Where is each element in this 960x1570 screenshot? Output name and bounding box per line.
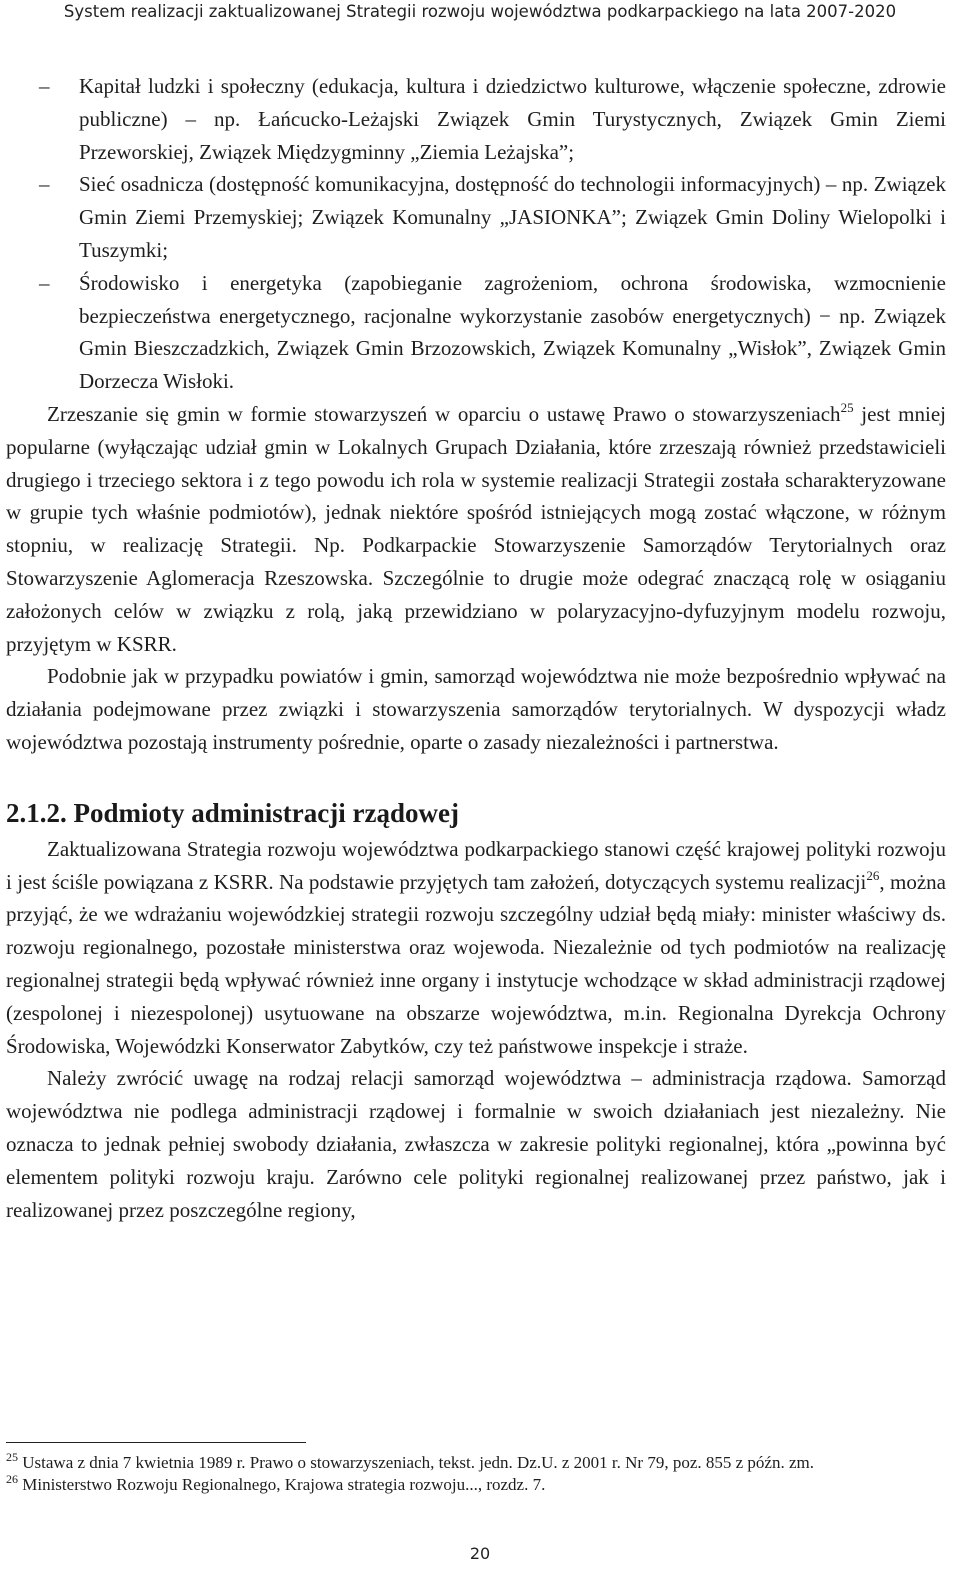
- running-header: System realizacji zaktualizowanej Strategii rozwoju województwa podkarpackiego na lata 2007-2020: [63, 2, 897, 21]
- document-body: [6, 70, 946, 1226]
- paragraph-associations: [6, 398, 946, 660]
- footnote-reference[interactable]: 26: [866, 867, 880, 883]
- list-item-text: Środowisko i energetyka (zapobieganie zagrożeniom, ochrona środowiska, wzmocnienie bezpieczeństwa energetycznego, racjonalne wykorzystanie zasobów energetycznych) − np. Związek Gmin Bieszczadzkich, Związek Gmin Brzozowskich, Związek Komunalny „Wisłok”, Związek Gmin Dorzecza Wisłoki.: [79, 270, 946, 394]
- bullet-dash: –: [39, 172, 50, 197]
- footnote: [6, 1474, 946, 1496]
- paragraph-text: jest mniej popularne (wyłączając udział gmin w Lokalnych Grupach Działania, które zrzeszają również przedstawicieli drugiego i trzeciego sektora i z tego powodu ich rola w systemie realizacji Strategii została scharakteryzowane w grupie tych właśnie podmiotów), jednak niektóre spośród istniejących mogą zostać włączone, w różnym stopniu, w realizację Strategii. Np. Podkarpackie Stowarzyszenie Samorządów Terytorialnych oraz Stowarzyszenie Aglomeracja Rzeszowska. Szczególnie to drugie może odegrać znaczącą rolę w osiąganiu założonych celów w związku z rolą, jaką przewidziano w polaryzacyjno-dyfuzyjnym modelu rozwoju, przyjętym w KSRR.: [6, 401, 946, 656]
- paragraph-text: Zaktualizowana Strategia rozwoju województwa podkarpackiego stanowi część krajowej polityki rozwoju i jest ściśle powiązana z KSRR. Na podstawie przyjętych tam założeń, dotyczących systemu realizacji: [6, 836, 946, 894]
- footnote-separator: [6, 1442, 306, 1443]
- bullet-list: [6, 70, 946, 398]
- list-item-text: Kapitał ludzki i społeczny (edukacja, kultura i dziedzictwo kulturowe, włączenie społeczne, zdrowie publiczne) – np. Łańcucko-Leżajski Związek Gmin Turystycznych, Związek Gmin Ziemi Przeworskiej, Związek Międzygminny „Ziemia Leżajska”;: [79, 74, 946, 164]
- footnote-text: Ustawa z dnia 7 kwietnia 1989 r. Prawo o stowarzyszeniach, tekst. jedn. Dz.U. z 2001 r. Nr 79, poz. 855 z późn. zm.: [18, 1453, 814, 1472]
- list-item: [6, 70, 946, 168]
- footnote-number: 25: [6, 1450, 18, 1464]
- paragraph-text: , można przyjąć, że we wdrażaniu wojewódzkiej strategii rozwoju szczególny udział będą miały: minister właściwy ds. rozwoju regionalnego, pozostałe ministerstwa oraz wojewoda. Niezależnie od tych podmiotów na realizację regionalnej strategii będą wpływać również inne organy i instytucje wchodzące w skład administracji rządowej (zespolonej i niezespolonej) usytuowane na obszarze województwa, m.in. Regionalna Dyrekcja Ochrony Środowiska, Wojewódzki Konserwator Zabytków, czy też państwowe inspekcje i straże.: [6, 869, 946, 1058]
- section-heading: 2.1.2. Podmioty administracji rządowej: [6, 797, 459, 828]
- footnote-text: Ministerstwo Rozwoju Regionalnego, Krajowa strategia rozwoju..., rozdz. 7.: [18, 1475, 546, 1494]
- list-item: [6, 168, 946, 266]
- paragraph-relations: Należy zwrócić uwagę na rodzaj relacji samorząd województwa – administracja rządowa. Samorząd województwa nie podlega administracji rządowej i formalnie w swoich działaniach jest niezależny. Nie oznacza to jednak pełniej swobody działania, zwłaszcza w zakresie polityki regionalnej, która „powinna być elementem polityki rozwoju kraju. Zarówno cele polityki regionalnej realizowanej przez państwo, jak i realizowanej przez poszczególne regiony,: [6, 1066, 946, 1222]
- footnote: [6, 1452, 946, 1474]
- paragraph-text: Zrzeszanie się gmin w formie stowarzyszeń w oparciu o ustawę Prawo o stowarzyszeniach: [47, 401, 841, 426]
- paragraph-strategy: [6, 833, 946, 1063]
- bullet-dash: –: [39, 270, 50, 295]
- footnotes: [6, 1452, 946, 1496]
- bullet-dash: –: [39, 74, 50, 98]
- footnote-reference[interactable]: 25: [840, 399, 854, 415]
- list-item: [6, 267, 946, 398]
- footnote-number: 26: [6, 1472, 18, 1486]
- paragraph-self-government: Podobnie jak w przypadku powiatów i gmin, samorząd województwa nie może bezpośrednio wpływać na działania podejmowane przez związki i stowarzyszenia samorządów terytorialnych. W dyspozycji władz województwa pozostają instrumenty pośrednie, oparte o zasady niezależności i partnerstwa.: [6, 664, 946, 754]
- list-item-text: Sieć osadnicza (dostępność komunikacyjna, dostępność do technologii informacyjnych) – np. Związek Gmin Ziemi Przemyskiej; Związek Komunalny „JASIONKA”; Związek Gmin Doliny Wielopolki i Tuszymki;: [79, 172, 946, 262]
- page-number: 20: [469, 1544, 491, 1563]
